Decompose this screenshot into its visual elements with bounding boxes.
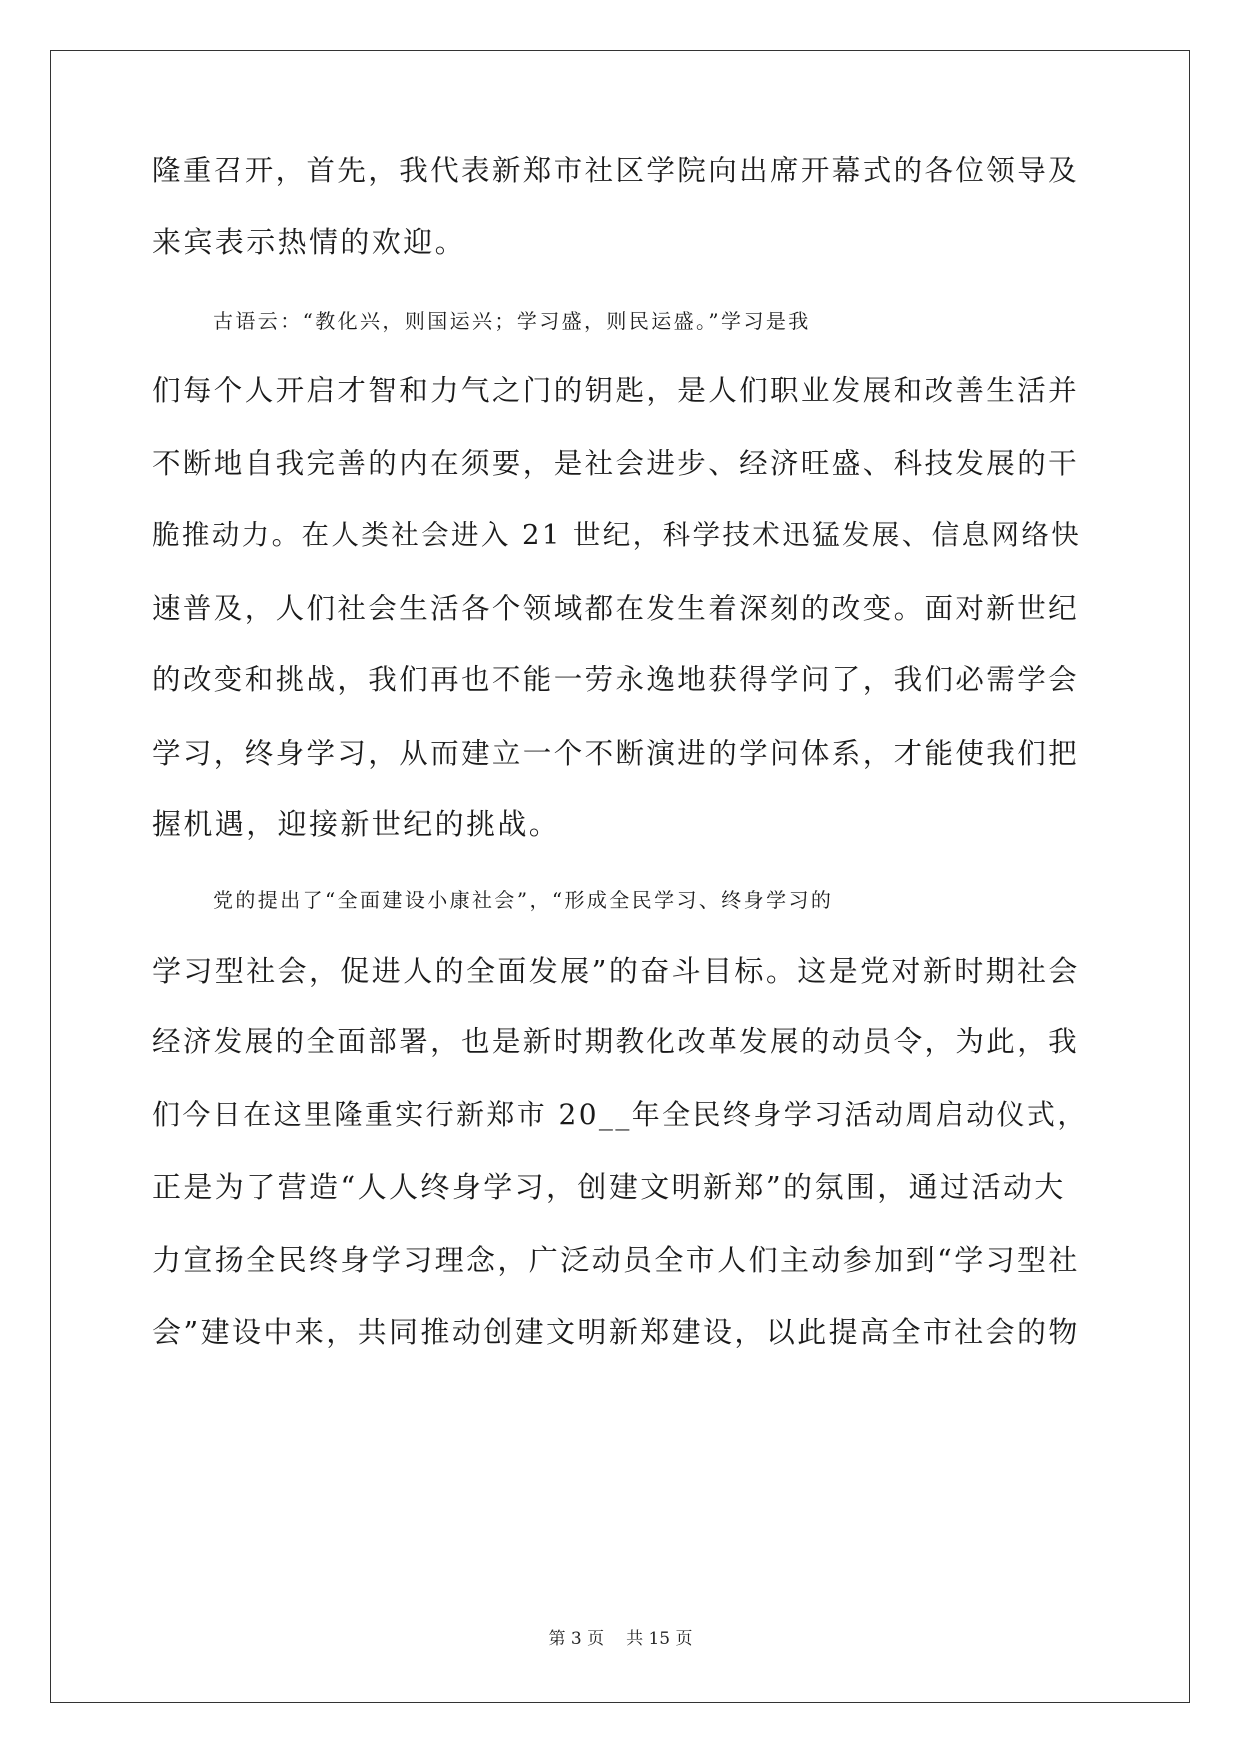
paragraph-start-line: 党的提出了“全面建设小康社会”，“形成全民学习、终身学习的 [213, 888, 834, 912]
text-line: 们今日在这里隆重实行新郑市 20__年全民终身学习活动周启动仪式， [152, 1098, 1088, 1131]
page-number-current: 第 3 页 [548, 1629, 605, 1649]
text-line: 会”建设中来，共同推动创建文明新郑建设，以此提高全市社会的物 [152, 1315, 1080, 1349]
text-line: 正是为了营造“人人终身学习，创建文明新郑”的氛围，通过活动大 [152, 1170, 1066, 1204]
text-line: 速普及，人们社会生活各个领域都在发生着深刻的改变。面对新世纪 [152, 592, 1080, 625]
text-line: 握机遇，迎接新世纪的挑战。 [152, 807, 561, 841]
text-line: 们每个人开启才智和力气之门的钥匙，是人们职业发展和改善生活并 [152, 374, 1080, 407]
text-line: 脆推动力。在人类社会进入 21 世纪，科学技术迅猛发展、信息网络快 [152, 519, 1082, 551]
text-line: 力宣扬全民终身学习理念，广泛动员全市人们主动参加到“学习型社 [152, 1243, 1080, 1277]
text-line: 的改变和挑战，我们再也不能一劳永逸地获得学问了，我们必需学会 [152, 663, 1080, 696]
text-line: 学习，终身学习，从而建立一个不断演进的学问体系，才能使我们把 [152, 737, 1080, 770]
text-line: 经济发展的全面部署，也是新时期教化改革发展的动员令，为此，我 [152, 1025, 1080, 1058]
text-line: 来宾表示热情的欢迎。 [152, 225, 467, 259]
page-border [50, 50, 1190, 1703]
page-footer [0, 1628, 1241, 1650]
text-line: 学习型社会，促进人的全面发展”的奋斗目标。这是党对新时期社会 [152, 954, 1080, 988]
paragraph-start-line: 古语云：“教化兴，则国运兴；学习盛，则民运盛。”学习是我 [213, 309, 811, 333]
page-number-total: 共 15 页 [626, 1629, 693, 1649]
text-line: 隆重召开，首先，我代表新郑市社区学院向出席开幕式的各位领导及 [152, 154, 1080, 187]
text-line: 不断地自我完善的内在须要，是社会进步、经济旺盛、科技发展的干 [152, 447, 1080, 480]
